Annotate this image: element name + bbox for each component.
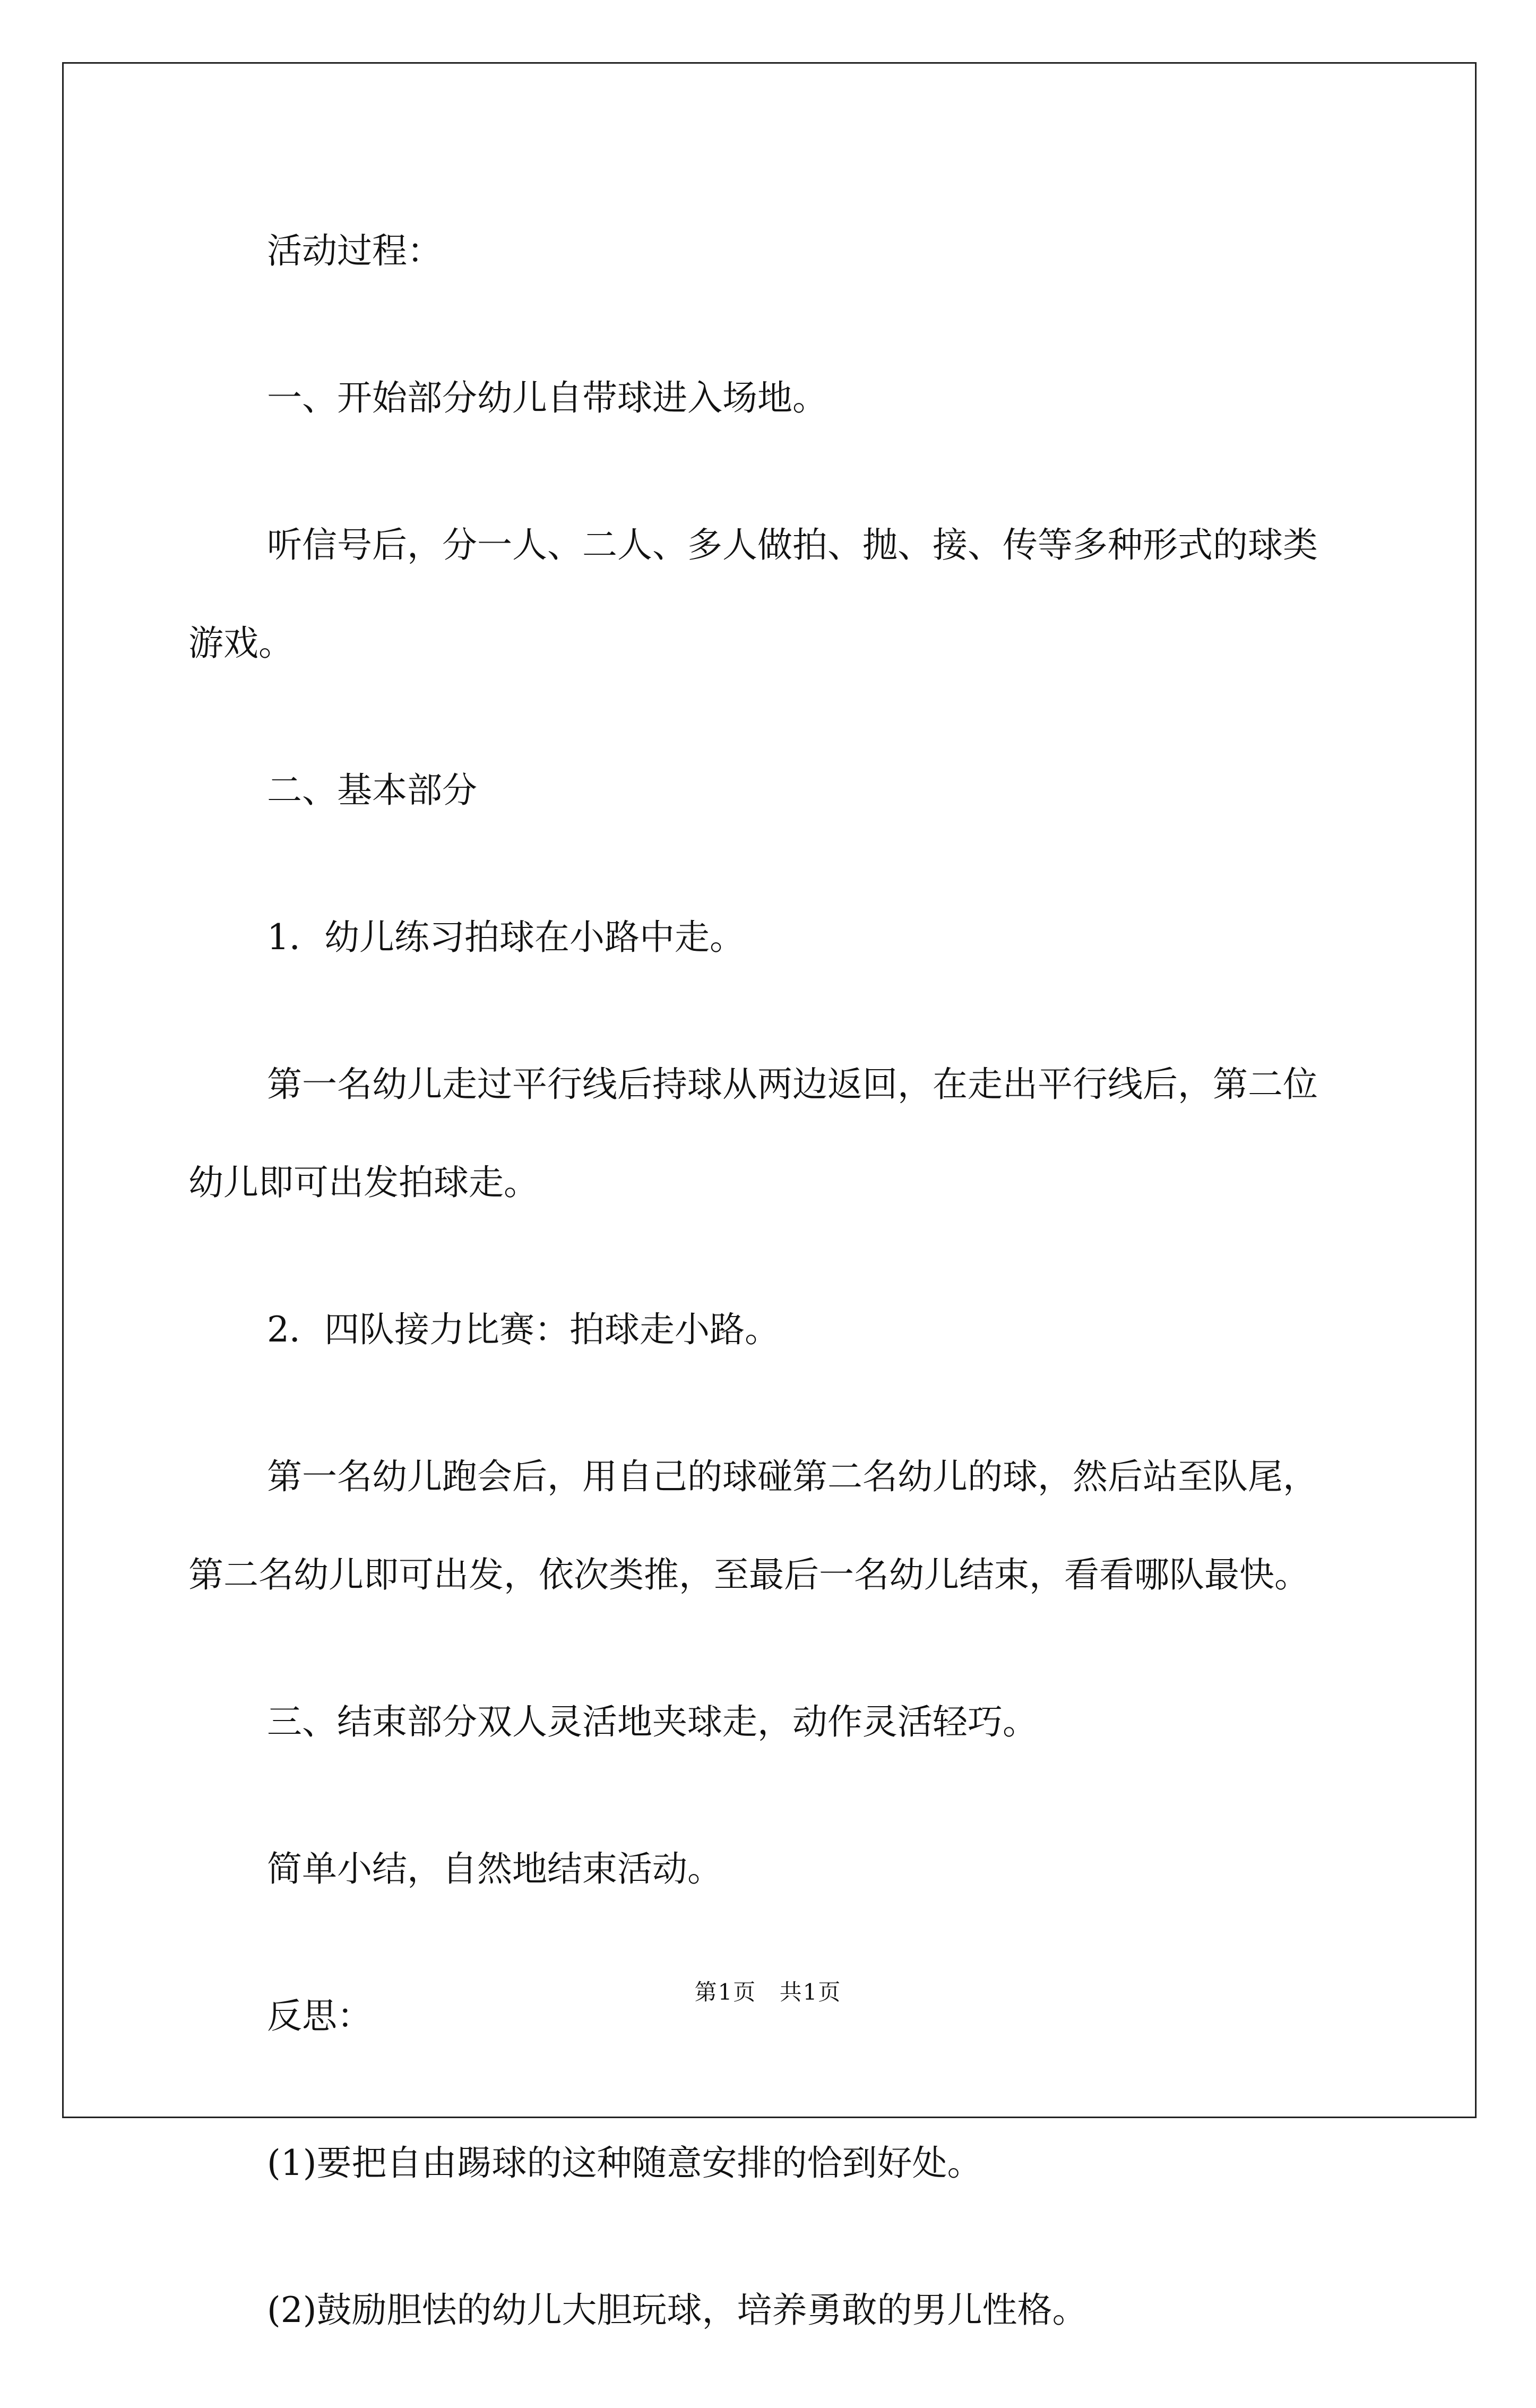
paragraph: 2．四队接力比赛：拍球走小路。 (267, 1309, 780, 1350)
paragraph: (2)鼓励胆怯的幼儿大胆玩球，培养勇敢的男儿性格。 (267, 2290, 1088, 2330)
paragraph: 听信号后，分一人、二人、多人做拍、抛、接、传等多种形式的球类游戏。 (188, 524, 1318, 664)
paragraph: 第一名幼儿走过平行线后持球从两边返回，在走出平行线后，第二位幼儿即可出发拍球走。 (188, 1064, 1318, 1203)
paragraph: 二、基本部分 (267, 770, 477, 811)
page-total: 共1页 (779, 1979, 842, 2005)
paragraph: 1．幼儿练习拍球在小路中走。 (267, 917, 745, 958)
paragraph: 三、结束部分双人灵活地夹球走，动作灵活轻巧。 (267, 1701, 1038, 1742)
paragraph: 第一名幼儿跑会后，用自己的球碰第二名幼儿的球，然后站至队尾，第二名幼儿即可出发，依次类推，至最后一名幼儿结束，看看哪队最快。 (188, 1456, 1318, 1595)
page-number: 第1页 (694, 1979, 757, 2005)
paragraph: 活动过程： (267, 230, 442, 271)
paragraph: 简单小结，自然地结束活动。 (267, 1848, 722, 1889)
paragraph: 反思： (267, 1996, 372, 2036)
page-footer (0, 1975, 1536, 2007)
paragraph: 一、开始部分幼儿自带球进入场地。 (267, 377, 827, 418)
paragraph: (1)要把自由踢球的这种随意安排的恰到好处。 (267, 2143, 982, 2183)
document-body (188, 202, 1345, 2408)
